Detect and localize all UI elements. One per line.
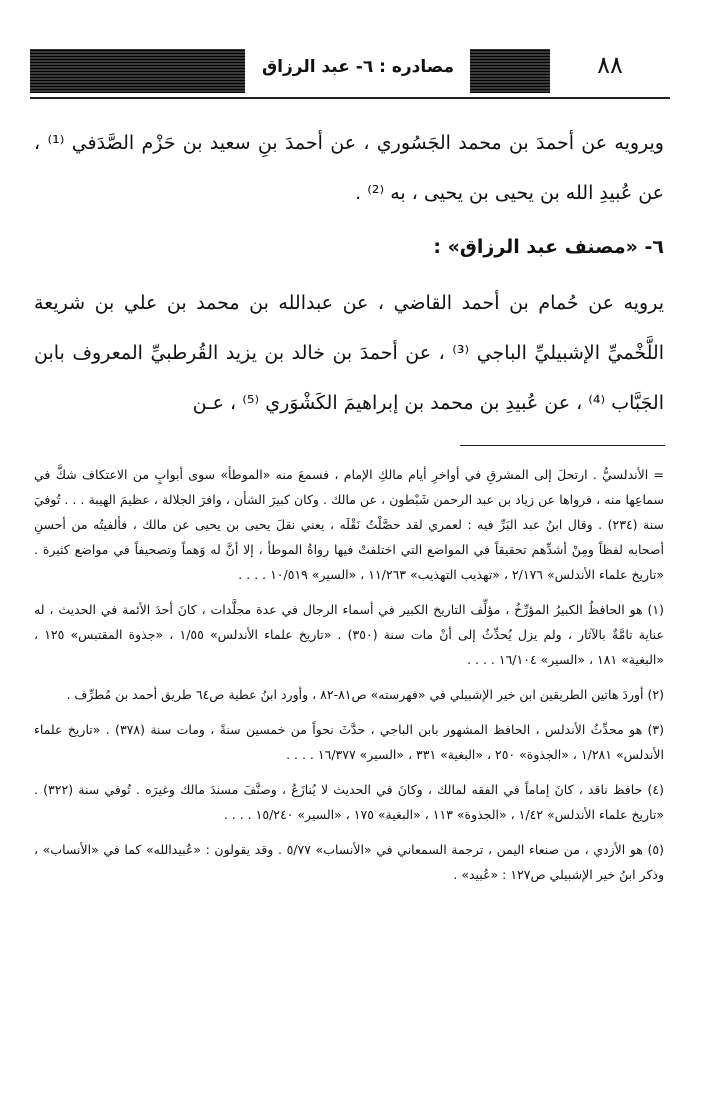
main-text bbox=[34, 118, 664, 428]
footnote-1: (١) هو الحافظُ الكبيرُ المؤرِّخُ ، مؤلِّف التاريخ الكبير في أسماء الرجال في عدة مجلَّدات ، كانَ أحدَ الأئمة في الحديث ، له عناية تامَّةٌ بالآثار ، ولم يزل يُحدِّثُ إلى أنْ مات سنة (٣٥٠) . «تاريخ علماء الأندلس» ١/٥٥ ، «جذوة المقتبس» ١٢٥ ، «البغية» ١٨١ ، «السير» ١٦/١٠٤ . . . . bbox=[34, 602, 664, 667]
footnote-5: (٥) هو الأزدي ، من صنعاء اليمن ، ترجمة السمعاني في «الأنساب» ٥/٧٧ . وقد يقولون : «عُبيدالله» كما في «الأنساب» ، وذكر ابنُ خير الإشبيلي ص١٢٧ : «عُبيد» . bbox=[34, 842, 664, 882]
page-number: ٨٨ bbox=[597, 51, 623, 79]
header-decorative-bar-left bbox=[30, 49, 245, 93]
footnote-2: (٢) أوردَ هاتين الطريقين ابن خير الإشبيلي في «فهرسته» ص٨١-٨٢ ، وأورد ابنُ عطية ص٦٤ طريق أحمد بن مُطرِّف . bbox=[66, 687, 664, 702]
paragraph-2: يرويه عن حُمام بن أحمد القاضي ، عن عبدالله بن محمد بن علي بن شريعة اللَّخْميِّ الإشبيليِّ الباجي ⁽³⁾ ، عن أحمدَ بن خالد بن يزيد القُرطبيِّ المعروف بابن الجَبَّاب ⁽⁴⁾ ، عن عُبيدِ بن محمد بن إبراهيمَ الكَشْوَري ⁽⁵⁾ ، عـن bbox=[34, 292, 664, 414]
paragraph-1: ويرويه عن أحمدَ بن محمد الجَسُوري ، عن أحمدَ بنِ سعيد بن حَزْم الصَّدَفي ⁽¹⁾ ، عن عُبيدِ الله بن يحيى بن يحيى ، به ⁽²⁾ . bbox=[34, 132, 664, 204]
footnotes bbox=[34, 462, 664, 897]
section-heading: ٦- «مصنف عبد الرزاق» : bbox=[433, 236, 664, 258]
footnote-divider bbox=[460, 445, 665, 446]
header-decorative-bar-right bbox=[470, 49, 550, 93]
page-header bbox=[30, 45, 670, 99]
footnote-4: (٤) حافظ ناقد ، كانَ إماماً في الفقه لمالك ، وكانَ في الحديث لا يُنازَعُ ، وصنَّفَ مسندَ مالك وغيرَه . تُوفي سنة (٣٢٢) . «تاريخ علماء الأندلس» ١/٤٢ ، «الجذوة» ١١٣ ، «البغية» ١٧٥ ، «السير» ١٥/٢٤٠ . . . . bbox=[34, 782, 664, 822]
footnote-3: (٣) هو محدِّثُ الأندلس ، الحافظ المشهور بابن الباجي ، حدَّثَ نحواً من خمسين سنةً ، ومات سنة (٣٧٨) . «تاريخ علماء الأندلس» ١/٢٨١ ، «الجذوة» ٢٥٠ ، «البغية» ٣٣١ ، «السير» ١٦/٣٧٧ . . . . bbox=[34, 722, 665, 762]
running-title: مصادره : ٦- عبد الرزاق bbox=[261, 57, 455, 77]
footnote-continuation: = الأندلسيُّ . ارتحلَ إلى المشرقِ في أواخرِ أيام مالكِ الإمام ، فسمعَ منه «الموطأ» سوى أبوابٍ من الاعتكاف شكَّ في سماعِها منه ، فرواها عن زياد بن عبد الرحمن شَبْطون ، عن مالك . وكان كبيرَ الشأن ، وافرَ الجلالة ، عظيمَ الهيبة . . . تُوفيَ سنة (٢٣٤) . وقال ابنُ عبد البَرِّ فيه : لعمري لقد حصَّلْتُ نَقْلَه ، يعني نقلَ يحيى بن يحيى عن مالك ، فألفيتُه من أحسنِ أصحابه لفظاً ومِنْ أشدِّهم تحقيقاً في المواضع التي اختلفتْ فيها رواةُ الموطأ ، إلا أنَّ له وَهماً وتصحيفاً في مواضع كثيرة . «تاريخ علماء الأندلس» ٢/١٧٦ ، «تهذيب التهذيب» ١١/٢٦٣ ، «السير» ١٠/٥١٩ . . . . bbox=[34, 467, 664, 582]
